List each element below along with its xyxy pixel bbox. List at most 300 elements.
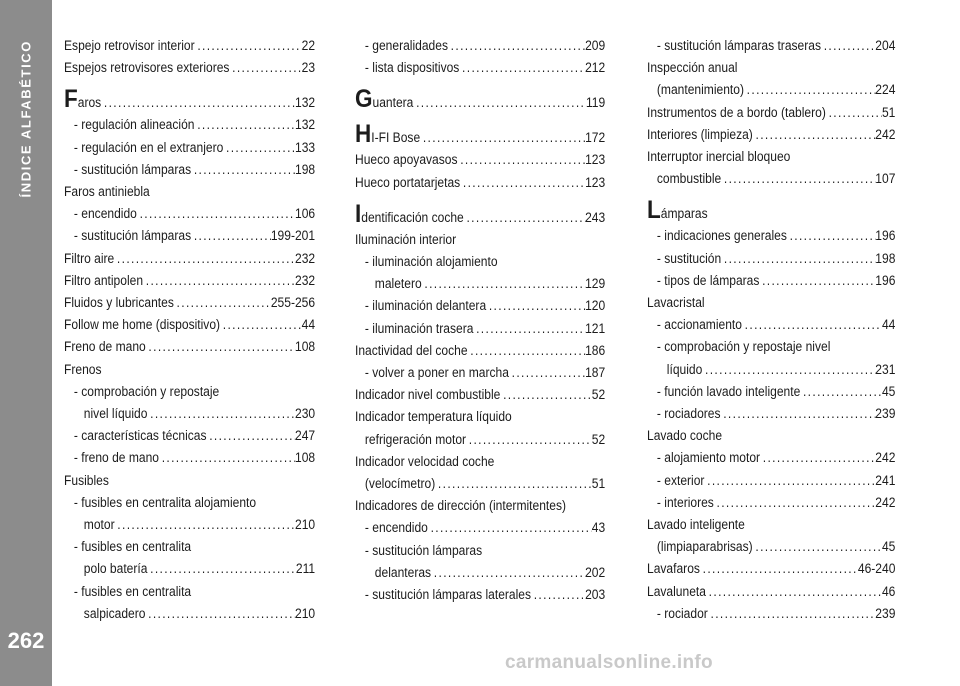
dot-leader bbox=[759, 270, 875, 292]
dot-leader bbox=[174, 292, 271, 314]
index-entry bbox=[647, 403, 895, 425]
dot-leader bbox=[509, 362, 585, 384]
entry-label: - características técnicas bbox=[73, 428, 207, 444]
entry-text bbox=[365, 429, 466, 451]
index-entry bbox=[64, 114, 315, 136]
entry-label: - fusibles en centralita bbox=[73, 583, 192, 599]
entry-label: - sustitución bbox=[656, 250, 722, 266]
entry-label: motor bbox=[83, 517, 115, 533]
entry-page: 51 bbox=[591, 476, 606, 492]
entry-page: 46-240 bbox=[857, 561, 896, 577]
entry-label: - comprobación y repostaje nivel bbox=[656, 339, 831, 355]
dot-leader bbox=[147, 558, 295, 580]
entry-label: (velocímetro) bbox=[364, 476, 436, 492]
entry-label: Hueco portatarjetas bbox=[355, 174, 461, 190]
entry-label: Follow me home (dispositivo) bbox=[64, 317, 221, 333]
dot-leader bbox=[486, 295, 585, 317]
entry-page: 255-256 bbox=[270, 295, 316, 311]
entry-text bbox=[64, 57, 229, 79]
entry-text bbox=[84, 514, 115, 536]
index-entry bbox=[64, 403, 315, 425]
entry-label: - generalidades bbox=[364, 38, 448, 53]
index-entry bbox=[355, 584, 605, 606]
entry-page: 44 bbox=[881, 317, 896, 333]
entry-label: delanteras bbox=[374, 564, 432, 580]
dot-leader bbox=[460, 172, 585, 194]
entry-page: 204 bbox=[875, 38, 896, 53]
index-entry bbox=[355, 199, 606, 229]
dot-leader bbox=[500, 384, 591, 406]
dot-leader bbox=[700, 558, 858, 580]
entry-text bbox=[64, 270, 143, 292]
entry-page: 107 bbox=[875, 171, 896, 187]
entry-text bbox=[74, 492, 256, 514]
entry-text bbox=[647, 146, 790, 168]
index-entry bbox=[64, 87, 315, 114]
watermark: carmanualsonline.info bbox=[505, 652, 713, 673]
entry-text bbox=[74, 137, 223, 159]
index-entry bbox=[647, 514, 895, 536]
index-entry bbox=[64, 336, 315, 358]
entry-text bbox=[74, 581, 191, 603]
entry-text bbox=[647, 514, 745, 536]
section-letter: I bbox=[355, 199, 362, 228]
index-entry bbox=[647, 248, 895, 270]
entry-text bbox=[365, 362, 509, 384]
index-entry bbox=[64, 381, 315, 403]
index-entry bbox=[647, 536, 895, 558]
entry-label: - tipos de lámparas bbox=[656, 272, 760, 288]
entry-page: 209 bbox=[585, 38, 606, 53]
dot-leader bbox=[159, 447, 295, 469]
index-entry bbox=[64, 292, 315, 314]
entry-label: ámparas bbox=[660, 206, 708, 222]
index-entry bbox=[64, 181, 315, 203]
index-entry bbox=[647, 102, 895, 124]
entry-page: 52 bbox=[591, 387, 606, 403]
index-entry bbox=[647, 57, 895, 79]
index-entry bbox=[355, 473, 605, 495]
index-column-2 bbox=[355, 35, 605, 606]
entry-label: Instrumentos de a bordo (tablero) bbox=[647, 104, 826, 120]
entry-text bbox=[657, 536, 753, 558]
entry-page: 211 bbox=[295, 561, 316, 577]
index-entry bbox=[647, 225, 895, 247]
entry-label: - exterior bbox=[656, 472, 705, 488]
dot-leader bbox=[531, 584, 585, 606]
entry-text bbox=[365, 584, 531, 606]
index-entry bbox=[64, 359, 315, 381]
entry-text bbox=[355, 229, 456, 251]
dot-leader bbox=[195, 35, 302, 57]
dot-leader bbox=[147, 403, 295, 425]
index-entry bbox=[64, 137, 315, 159]
index-entry bbox=[355, 57, 605, 79]
section-letter: G bbox=[355, 85, 373, 114]
entry-text bbox=[365, 473, 435, 495]
entry-label: - comprobación y repostaje bbox=[73, 383, 220, 399]
entry-label: Filtro aire bbox=[64, 250, 115, 266]
dot-leader bbox=[195, 114, 295, 136]
index-entry bbox=[647, 336, 895, 358]
entry-page: 196 bbox=[875, 228, 896, 244]
entry-page: 108 bbox=[294, 450, 316, 466]
entry-page: 44 bbox=[301, 317, 316, 333]
index-entry bbox=[355, 362, 605, 384]
dot-leader bbox=[413, 92, 586, 114]
dot-leader bbox=[721, 248, 875, 270]
index-entry bbox=[647, 168, 895, 190]
index-entry bbox=[64, 225, 315, 247]
entry-text bbox=[647, 124, 753, 146]
entry-label: Frenos bbox=[64, 361, 102, 377]
entry-text bbox=[64, 292, 174, 314]
index-entry bbox=[647, 425, 895, 447]
index-entry bbox=[647, 314, 895, 336]
entry-text bbox=[64, 359, 102, 381]
entry-label: Indicador temperatura líquido bbox=[355, 409, 512, 425]
dot-leader bbox=[787, 225, 875, 247]
entry-label: - freno de mano bbox=[73, 450, 159, 466]
entry-text bbox=[74, 447, 159, 469]
index-entry bbox=[355, 517, 605, 539]
index-entry bbox=[64, 581, 315, 603]
index-entry bbox=[64, 447, 315, 469]
dot-leader bbox=[220, 314, 302, 336]
entry-text bbox=[84, 403, 148, 425]
entry-page: 43 bbox=[591, 520, 606, 536]
index-entry bbox=[647, 492, 895, 514]
entry-label: - encendido bbox=[73, 206, 137, 222]
index-entry bbox=[64, 203, 315, 225]
entry-text bbox=[667, 359, 703, 381]
entry-label: (limpiaparabrisas) bbox=[656, 539, 753, 555]
entry-page: 230 bbox=[294, 406, 316, 422]
entry-text bbox=[657, 336, 831, 358]
entry-page: 120 bbox=[585, 298, 606, 314]
index-entry bbox=[64, 470, 315, 492]
dot-leader bbox=[137, 203, 295, 225]
entry-label: - regulación alineación bbox=[73, 117, 195, 133]
entry-page: 198 bbox=[294, 161, 316, 177]
entry-label: Fluidos y lubricantes bbox=[64, 295, 174, 311]
entry-page: 203 bbox=[585, 587, 606, 603]
entry-text bbox=[657, 314, 742, 336]
entry-page: 239 bbox=[875, 605, 896, 621]
entry-page: 172 bbox=[585, 130, 606, 146]
entry-text bbox=[355, 87, 413, 114]
entry-label: polo batería bbox=[83, 561, 148, 577]
index-entry bbox=[647, 359, 895, 381]
dot-leader bbox=[714, 492, 875, 514]
entry-page: 231 bbox=[875, 361, 896, 377]
entry-text bbox=[647, 292, 705, 314]
index-entry bbox=[355, 384, 605, 406]
entry-text bbox=[84, 603, 146, 625]
entry-label: - lista dispositivos bbox=[364, 60, 460, 76]
index-entry bbox=[647, 381, 895, 403]
index-entry bbox=[64, 314, 315, 336]
index-entry bbox=[355, 540, 605, 562]
entry-label: - indicaciones generales bbox=[656, 228, 787, 244]
entry-label: Hueco apoyavasos bbox=[355, 152, 458, 168]
entry-label: (mantenimiento) bbox=[656, 82, 744, 98]
entry-text bbox=[64, 35, 195, 57]
entry-label: - interiores bbox=[656, 494, 714, 510]
entry-page: 129 bbox=[585, 276, 606, 292]
index-entry bbox=[355, 562, 605, 584]
entry-page: 210 bbox=[294, 517, 316, 533]
entry-label: - sustitución lámparas bbox=[73, 161, 192, 177]
entry-label: Inspección anual bbox=[647, 60, 738, 76]
page-number: 262 bbox=[7, 628, 45, 653]
dot-leader bbox=[223, 137, 295, 159]
dot-leader bbox=[760, 447, 875, 469]
entry-label: nivel líquido bbox=[83, 406, 148, 422]
entry-text bbox=[355, 199, 464, 229]
entry-text bbox=[657, 79, 744, 101]
dot-leader bbox=[115, 514, 295, 536]
entry-text bbox=[657, 225, 787, 247]
entry-page: 45 bbox=[881, 539, 896, 555]
entry-page: 133 bbox=[294, 139, 316, 155]
index-entry bbox=[64, 514, 315, 536]
index-entry bbox=[64, 603, 315, 625]
entry-label: Lavaluneta bbox=[647, 583, 706, 599]
dot-leader bbox=[742, 314, 882, 336]
entry-label: aros bbox=[77, 95, 102, 111]
dot-leader bbox=[114, 248, 295, 270]
entry-page: 241 bbox=[875, 472, 896, 488]
entry-text bbox=[657, 492, 714, 514]
section-letter: F bbox=[64, 85, 78, 114]
entry-label: Lavacristal bbox=[647, 295, 705, 311]
entry-page: 210 bbox=[294, 605, 316, 621]
dot-leader bbox=[753, 124, 875, 146]
entry-page: 106 bbox=[294, 206, 316, 222]
entry-label: Lavado inteligente bbox=[647, 517, 745, 533]
entry-label: Freno de mano bbox=[64, 339, 146, 355]
entry-label: - encendido bbox=[364, 520, 428, 536]
entry-label: - iluminación alojamiento bbox=[364, 254, 498, 270]
entry-text bbox=[657, 35, 821, 57]
entry-page: 199-201 bbox=[270, 228, 316, 244]
entry-page: 22 bbox=[301, 38, 316, 53]
entry-label: Inactividad del coche bbox=[355, 342, 468, 358]
entry-page: 202 bbox=[585, 564, 606, 580]
dot-leader bbox=[207, 425, 295, 447]
entry-text bbox=[365, 295, 486, 317]
entry-text bbox=[74, 536, 191, 558]
entry-page: 239 bbox=[875, 406, 896, 422]
section-letter: H bbox=[355, 120, 372, 149]
entry-label: maletero bbox=[374, 276, 422, 292]
entry-text bbox=[657, 248, 721, 270]
entry-label: uantera bbox=[372, 95, 414, 111]
entry-text bbox=[64, 181, 150, 203]
entry-label: Indicador velocidad coche bbox=[355, 453, 495, 469]
entry-label: - iluminación delantera bbox=[364, 298, 487, 314]
entry-page: 247 bbox=[294, 428, 316, 444]
entry-label: Espejos retrovisores exteriores bbox=[64, 60, 230, 76]
index-entry bbox=[355, 340, 605, 362]
entry-page: 224 bbox=[875, 82, 896, 98]
entry-text bbox=[64, 248, 114, 270]
entry-text bbox=[74, 114, 195, 136]
entry-text bbox=[365, 540, 482, 562]
entry-page: 186 bbox=[585, 342, 606, 358]
index-entry bbox=[64, 159, 315, 181]
index-entry bbox=[355, 87, 605, 114]
entry-text bbox=[365, 318, 474, 340]
entry-text bbox=[355, 495, 566, 517]
entry-text bbox=[365, 517, 428, 539]
entry-page: 46 bbox=[881, 583, 896, 599]
dot-leader bbox=[143, 270, 295, 292]
index-entry bbox=[355, 149, 605, 171]
entry-text bbox=[657, 168, 721, 190]
entry-page: 108 bbox=[294, 339, 316, 355]
dot-leader bbox=[473, 318, 585, 340]
dot-leader bbox=[721, 403, 876, 425]
index-column-3 bbox=[647, 35, 895, 625]
entry-page: 123 bbox=[585, 152, 606, 168]
entry-page: 242 bbox=[875, 494, 896, 510]
entry-page: 242 bbox=[875, 450, 896, 466]
entry-label: Filtro antipolen bbox=[64, 272, 144, 288]
index-entry bbox=[647, 603, 895, 625]
entry-text bbox=[74, 159, 191, 181]
entry-text bbox=[647, 425, 722, 447]
entry-page: 45 bbox=[881, 383, 896, 399]
index-entry bbox=[647, 35, 895, 57]
entry-page: 123 bbox=[585, 174, 606, 190]
entry-label: Interruptor inercial bloqueo bbox=[647, 149, 791, 165]
entry-text bbox=[365, 57, 459, 79]
entry-label: - sustitución lámparas traseras bbox=[656, 38, 822, 53]
entry-text bbox=[657, 403, 721, 425]
entry-text bbox=[355, 340, 468, 362]
dot-leader bbox=[744, 79, 875, 101]
entry-page: 242 bbox=[875, 126, 896, 142]
index-entry bbox=[647, 198, 895, 225]
dot-leader bbox=[708, 603, 875, 625]
dot-leader bbox=[448, 35, 585, 57]
dot-leader bbox=[704, 470, 875, 492]
entry-label: - alojamiento motor bbox=[656, 450, 761, 466]
entry-label: Indicador nivel combustible bbox=[355, 387, 501, 403]
entry-label: Lavado coche bbox=[647, 428, 723, 444]
dot-leader bbox=[458, 149, 586, 171]
entry-label: - iluminación trasera bbox=[364, 320, 474, 336]
entry-text bbox=[355, 172, 460, 194]
entry-text bbox=[375, 273, 422, 295]
entry-label: Espejo retrovisor interior bbox=[64, 38, 195, 53]
entry-text bbox=[657, 603, 708, 625]
dot-leader bbox=[821, 35, 875, 57]
index-entry bbox=[355, 172, 605, 194]
entry-page: 198 bbox=[875, 250, 896, 266]
dot-leader bbox=[422, 273, 585, 295]
index-entry bbox=[355, 35, 605, 57]
entry-text bbox=[64, 314, 220, 336]
entry-label: - fusibles en centralita alojamiento bbox=[73, 494, 257, 510]
sidebar bbox=[0, 0, 52, 686]
entry-label: - función lavado inteligente bbox=[656, 383, 801, 399]
entry-page: 132 bbox=[294, 117, 316, 133]
entry-page: 232 bbox=[294, 272, 316, 288]
entry-text bbox=[74, 203, 137, 225]
dot-leader bbox=[459, 57, 585, 79]
dot-leader bbox=[826, 102, 882, 124]
entry-label: Iluminación interior bbox=[355, 231, 457, 247]
dot-leader bbox=[468, 340, 586, 362]
index-entry bbox=[647, 558, 895, 580]
entry-text bbox=[64, 87, 101, 114]
entry-page: 132 bbox=[294, 95, 316, 111]
dot-leader bbox=[428, 517, 592, 539]
entry-label: - sustitución lámparas bbox=[364, 542, 483, 558]
index-entry bbox=[355, 318, 605, 340]
entry-label: Lavafaros bbox=[647, 561, 700, 577]
dot-leader bbox=[191, 225, 271, 247]
entry-text bbox=[355, 122, 420, 149]
dot-leader bbox=[229, 57, 301, 79]
entry-page: 232 bbox=[294, 250, 316, 266]
index-entry bbox=[64, 270, 315, 292]
entry-label: dentificación coche bbox=[361, 209, 464, 225]
entry-page: 51 bbox=[881, 104, 896, 120]
entry-label: - regulación en el extranjero bbox=[73, 139, 224, 155]
index-entry bbox=[647, 581, 895, 603]
entry-text bbox=[647, 558, 700, 580]
entry-label: - volver a poner en marcha bbox=[364, 365, 509, 381]
index-entry bbox=[355, 495, 605, 517]
entry-text bbox=[355, 451, 494, 473]
index-entry bbox=[355, 406, 605, 428]
index-column-1 bbox=[64, 35, 315, 625]
entry-label: combustible bbox=[656, 171, 722, 187]
index-entry bbox=[64, 57, 315, 79]
entry-page: 121 bbox=[585, 320, 606, 336]
entry-label: Interiores (limpieza) bbox=[647, 126, 753, 142]
entry-label: Faros antiniebla bbox=[64, 184, 150, 200]
entry-text bbox=[647, 102, 826, 124]
entry-text bbox=[365, 251, 498, 273]
entry-label: - fusibles en centralita bbox=[73, 539, 192, 555]
dot-leader bbox=[721, 168, 875, 190]
dot-leader bbox=[464, 207, 585, 229]
index-entry bbox=[355, 229, 605, 251]
entry-text bbox=[657, 447, 760, 469]
entry-text bbox=[64, 470, 109, 492]
entry-label: - sustitución lámparas bbox=[73, 228, 192, 244]
entry-page: 196 bbox=[875, 272, 896, 288]
entry-text bbox=[355, 384, 500, 406]
dot-leader bbox=[800, 381, 882, 403]
entry-text bbox=[365, 35, 448, 57]
entry-text bbox=[84, 558, 148, 580]
index-entry bbox=[647, 447, 895, 469]
dot-leader bbox=[435, 473, 592, 495]
index-entry bbox=[355, 251, 605, 273]
dot-leader bbox=[706, 581, 882, 603]
entry-text bbox=[355, 149, 458, 171]
index-entry bbox=[647, 270, 895, 292]
entry-page: 187 bbox=[585, 365, 606, 381]
index-entry bbox=[64, 248, 315, 270]
entry-text bbox=[74, 225, 191, 247]
